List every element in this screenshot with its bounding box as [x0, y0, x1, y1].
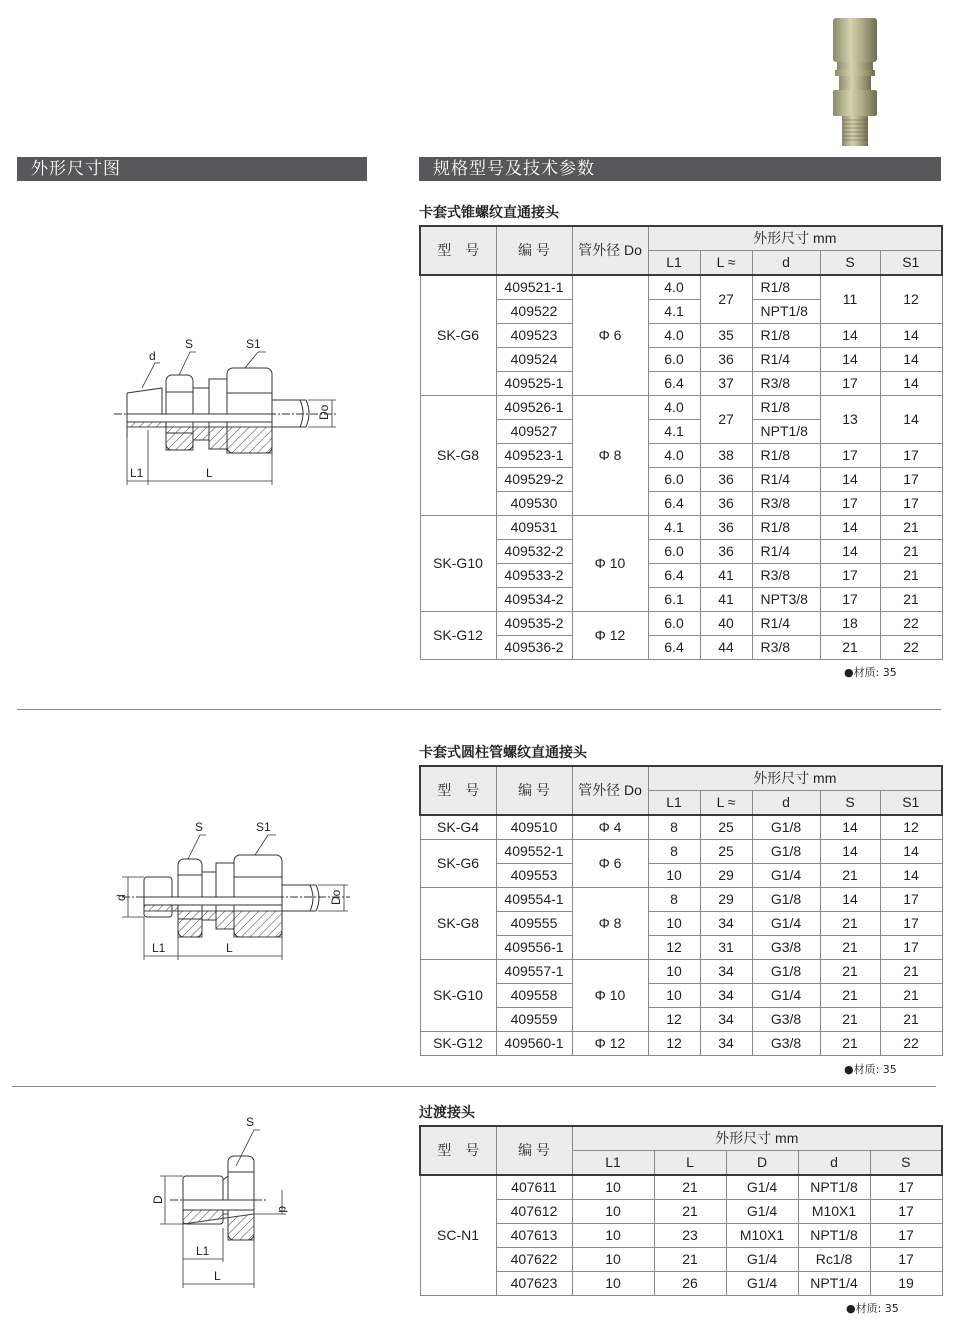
D-cell: G1/4 — [726, 1248, 798, 1272]
d-cell: G3/8 — [752, 1032, 820, 1056]
col-header-model: 型 号 — [420, 766, 496, 815]
table-row — [420, 1200, 942, 1224]
col-header-d: d — [752, 791, 820, 816]
code-cell: 409536-2 — [496, 636, 572, 660]
l1-cell: 4.1 — [648, 420, 700, 444]
label-l1: L1 — [152, 941, 166, 955]
s-cell: 17 — [820, 372, 880, 396]
code-cell: 409525-1 — [496, 372, 572, 396]
od-cell: Φ 8 — [572, 888, 648, 960]
d-cell: R3/8 — [752, 636, 820, 660]
code-cell: 407612 — [496, 1200, 572, 1224]
col-header-tube-od: 管外径 Do — [572, 226, 648, 275]
s-cell: 14 — [820, 324, 880, 348]
l-cell: 36 — [700, 540, 752, 564]
l-cell: 21 — [654, 1175, 726, 1200]
s-cell: 17 — [870, 1200, 942, 1224]
col-header-l1: L1 — [648, 791, 700, 816]
label-s1: S1 — [246, 337, 261, 351]
D-cell: G1/4 — [726, 1175, 798, 1200]
s-cell: 17 — [820, 444, 880, 468]
model-cell: SK-G10 — [420, 516, 496, 612]
l-cell: 34 — [700, 1008, 752, 1032]
s1-cell: 17 — [880, 444, 942, 468]
table-row — [420, 864, 942, 888]
l1-cell: 4.0 — [648, 444, 700, 468]
col-header-l: L — [654, 1151, 726, 1176]
l-cell: 35 — [700, 324, 752, 348]
col-header-l: L ≈ — [700, 251, 752, 276]
d-cell: R1/8 — [752, 275, 820, 300]
l1-cell: 4.1 — [648, 516, 700, 540]
material-note-2: ●材质: 35 — [844, 1063, 897, 1076]
d-cell: G3/8 — [752, 1008, 820, 1032]
col-header-s1: S1 — [880, 251, 942, 276]
code-cell: 409552-1 — [496, 840, 572, 864]
code-cell: 409560-1 — [496, 1032, 572, 1056]
col-header-model: 型 号 — [420, 226, 496, 275]
l-cell: 27 — [700, 396, 752, 444]
table-row — [420, 1175, 942, 1200]
s-cell: 21 — [820, 984, 880, 1008]
s-cell: 21 — [820, 636, 880, 660]
table-row — [420, 936, 942, 960]
model-cell: SK-G6 — [420, 275, 496, 396]
d-cell: NPT1/8 — [752, 420, 820, 444]
code-cell: 409556-1 — [496, 936, 572, 960]
s-cell: 21 — [820, 1032, 880, 1056]
table-row — [420, 348, 942, 372]
table-row — [420, 468, 942, 492]
od-cell: Φ 10 — [572, 960, 648, 1032]
d-cell: R1/8 — [752, 324, 820, 348]
d-cell: G3/8 — [752, 936, 820, 960]
s1-cell: 21 — [880, 588, 942, 612]
d-cell: R1/4 — [752, 540, 820, 564]
s1-cell: 22 — [880, 636, 942, 660]
d-cell: M10X1 — [798, 1200, 870, 1224]
s1-cell: 21 — [880, 516, 942, 540]
l-cell: 36 — [700, 492, 752, 516]
table-row — [420, 540, 942, 564]
code-cell: 409554-1 — [496, 888, 572, 912]
section-divider-1 — [17, 709, 941, 710]
l1-cell: 6.4 — [648, 492, 700, 516]
d-cell: R3/8 — [752, 372, 820, 396]
model-cell: SK-G6 — [420, 840, 496, 888]
table-row — [420, 912, 942, 936]
l-cell: 25 — [700, 815, 752, 840]
label-D: D — [151, 1195, 165, 1204]
d-cell: NPT1/4 — [798, 1272, 870, 1296]
l-cell: 44 — [700, 636, 752, 660]
model-cell: SK-G12 — [420, 612, 496, 660]
s1-cell: 21 — [880, 960, 942, 984]
s-cell: 14 — [820, 540, 880, 564]
s-cell: 19 — [870, 1272, 942, 1296]
table-row — [420, 984, 942, 1008]
drawing-parallel-thread-fitting — [100, 815, 360, 965]
l1-cell: 10 — [572, 1224, 654, 1248]
s1-cell: 21 — [880, 984, 942, 1008]
label-do: Do — [329, 889, 343, 905]
d-cell: R1/4 — [752, 348, 820, 372]
d-cell: R1/8 — [752, 444, 820, 468]
model-cell: SC-N1 — [420, 1175, 496, 1296]
d-cell: G1/8 — [752, 815, 820, 840]
table-row — [420, 612, 942, 636]
label-do: Do — [317, 404, 331, 420]
l1-cell: 6.4 — [648, 372, 700, 396]
model-cell: SK-G8 — [420, 396, 496, 516]
col-header-dimensions: 外形尺寸 mm — [648, 766, 942, 791]
s-cell: 14 — [820, 840, 880, 864]
l1-cell: 12 — [648, 1008, 700, 1032]
s1-cell: 14 — [880, 396, 942, 444]
l1-cell: 4.0 — [648, 324, 700, 348]
l-cell: 29 — [700, 864, 752, 888]
d-cell: R3/8 — [752, 492, 820, 516]
label-s1: S1 — [256, 820, 271, 834]
d-cell: G1/4 — [752, 984, 820, 1008]
l-cell: 36 — [700, 348, 752, 372]
table2-parallel-thread-fittings — [419, 765, 943, 1056]
col-header-s: S — [820, 251, 880, 276]
code-cell: 407623 — [496, 1272, 572, 1296]
section-divider-2 — [12, 1086, 936, 1087]
l1-cell: 4.1 — [648, 300, 700, 324]
code-cell: 409521-1 — [496, 275, 572, 300]
l1-cell: 6.0 — [648, 612, 700, 636]
s-cell: 13 — [820, 396, 880, 444]
d-cell: NPT1/8 — [752, 300, 820, 324]
d-cell: R3/8 — [752, 564, 820, 588]
s1-cell: 21 — [880, 564, 942, 588]
l-cell: 34 — [700, 912, 752, 936]
code-cell: 409532-2 — [496, 540, 572, 564]
table-row — [420, 492, 942, 516]
s1-cell: 12 — [880, 815, 942, 840]
s1-cell: 21 — [880, 1008, 942, 1032]
col-header-model: 型 号 — [420, 1126, 496, 1175]
d-cell: R1/8 — [752, 396, 820, 420]
section-header-dimension-drawing: 外形尺寸图 — [17, 157, 367, 181]
l1-cell: 10 — [648, 960, 700, 984]
col-header-D: D — [726, 1151, 798, 1176]
s1-cell: 14 — [880, 372, 942, 396]
table-row — [420, 888, 942, 912]
label-l: L — [214, 1269, 221, 1283]
code-cell: 409522 — [496, 300, 572, 324]
l-cell: 21 — [654, 1248, 726, 1272]
label-l: L — [226, 941, 233, 955]
table3-adapter-fittings — [419, 1125, 943, 1296]
section-header-specifications: 规格型号及技术参数 — [419, 157, 941, 181]
table-row — [420, 1008, 942, 1032]
col-header-d: d — [798, 1151, 870, 1176]
l1-cell: 6.4 — [648, 636, 700, 660]
s-cell: 14 — [820, 516, 880, 540]
d-cell: Rc1/8 — [798, 1248, 870, 1272]
l-cell: 40 — [700, 612, 752, 636]
code-cell: 409523-1 — [496, 444, 572, 468]
table2-title: 卡套式圆柱管螺纹直通接头 — [419, 745, 587, 761]
table-row — [420, 588, 942, 612]
l-cell: 34 — [700, 1032, 752, 1056]
code-cell: 409553 — [496, 864, 572, 888]
l-cell: 37 — [700, 372, 752, 396]
s-cell: 11 — [820, 275, 880, 324]
material-note-3: ●材质: 35 — [846, 1302, 899, 1315]
od-cell: Φ 12 — [572, 1032, 648, 1056]
code-cell: 407613 — [496, 1224, 572, 1248]
l1-cell: 10 — [648, 864, 700, 888]
l1-cell: 6.0 — [648, 468, 700, 492]
s-cell: 17 — [820, 588, 880, 612]
col-header-l: L ≈ — [700, 791, 752, 816]
d-cell: R1/8 — [752, 516, 820, 540]
code-cell: 409531 — [496, 516, 572, 540]
code-cell: 409533-2 — [496, 564, 572, 588]
code-cell: 409555 — [496, 912, 572, 936]
code-cell: 409557-1 — [496, 960, 572, 984]
s-cell: 17 — [870, 1248, 942, 1272]
l1-cell: 10 — [572, 1272, 654, 1296]
l-cell: 21 — [654, 1200, 726, 1224]
code-cell: 409529-2 — [496, 468, 572, 492]
D-cell: G1/4 — [726, 1200, 798, 1224]
l-cell: 23 — [654, 1224, 726, 1248]
d-cell: G1/4 — [752, 864, 820, 888]
col-header-l1: L1 — [572, 1151, 654, 1176]
code-cell: 409523 — [496, 324, 572, 348]
s-cell: 18 — [820, 612, 880, 636]
l1-cell: 4.0 — [648, 396, 700, 420]
code-cell: 409535-2 — [496, 612, 572, 636]
label-d: d — [149, 349, 156, 363]
material-note-1: ●材质: 35 — [844, 666, 897, 679]
col-header-dimensions: 外形尺寸 mm — [572, 1126, 942, 1151]
s1-cell: 21 — [880, 540, 942, 564]
table3-title: 过渡接头 — [419, 1105, 475, 1121]
l1-cell: 10 — [648, 984, 700, 1008]
l1-cell: 6.4 — [648, 564, 700, 588]
l-cell: 36 — [700, 516, 752, 540]
table-row — [420, 636, 942, 660]
l1-cell: 10 — [572, 1248, 654, 1272]
table-row — [420, 960, 942, 984]
s-cell: 21 — [820, 864, 880, 888]
col-header-code: 编 号 — [496, 766, 572, 815]
d-cell: NPT3/8 — [752, 588, 820, 612]
label-s: S — [195, 820, 204, 834]
d-cell: G1/8 — [752, 888, 820, 912]
s1-cell: 14 — [880, 348, 942, 372]
d-cell: G1/8 — [752, 840, 820, 864]
s1-cell: 22 — [880, 612, 942, 636]
l-cell: 41 — [700, 588, 752, 612]
l-cell: 29 — [700, 888, 752, 912]
s1-cell: 17 — [880, 912, 942, 936]
od-cell: Φ 12 — [572, 612, 648, 660]
table-row — [420, 564, 942, 588]
label-l1: L1 — [196, 1244, 210, 1258]
col-header-dimensions: 外形尺寸 mm — [648, 226, 942, 251]
s1-cell: 14 — [880, 864, 942, 888]
s-cell: 14 — [820, 815, 880, 840]
l1-cell: 12 — [648, 936, 700, 960]
s1-cell: 14 — [880, 840, 942, 864]
l1-cell: 10 — [572, 1175, 654, 1200]
l1-cell: 12 — [648, 1032, 700, 1056]
s-cell: 17 — [870, 1224, 942, 1248]
col-header-s: S — [870, 1151, 942, 1176]
l-cell: 34 — [700, 984, 752, 1008]
code-cell: 409534-2 — [496, 588, 572, 612]
straight-fitting-photo — [825, 14, 885, 149]
l1-cell: 10 — [648, 912, 700, 936]
col-header-d: d — [752, 251, 820, 276]
label-l: L — [206, 466, 213, 480]
s1-cell: 12 — [880, 275, 942, 324]
table-row — [420, 1272, 942, 1296]
drawing-taper-thread-fitting — [100, 330, 350, 490]
l-cell: 27 — [700, 275, 752, 324]
label-s: S — [185, 337, 194, 351]
od-cell: Φ 8 — [572, 396, 648, 516]
label-s: S — [246, 1115, 255, 1129]
s1-cell: 17 — [880, 468, 942, 492]
table-row — [420, 1224, 942, 1248]
code-cell: 409526-1 — [496, 396, 572, 420]
table-row — [420, 324, 942, 348]
s-cell: 17 — [820, 564, 880, 588]
model-cell: SK-G8 — [420, 888, 496, 960]
l-cell: 31 — [700, 936, 752, 960]
D-cell: M10X1 — [726, 1224, 798, 1248]
l1-cell: 8 — [648, 840, 700, 864]
l1-cell: 8 — [648, 815, 700, 840]
col-header-code: 编 号 — [496, 226, 572, 275]
l1-cell: 8 — [648, 888, 700, 912]
label-d: d — [276, 1206, 290, 1213]
col-header-s1: S1 — [880, 791, 942, 816]
col-header-l1: L1 — [648, 251, 700, 276]
od-cell: Φ 4 — [572, 815, 648, 840]
s-cell: 14 — [820, 468, 880, 492]
s-cell: 14 — [820, 888, 880, 912]
d-cell: G1/4 — [752, 912, 820, 936]
label-l1: L1 — [130, 466, 144, 480]
code-cell: 407622 — [496, 1248, 572, 1272]
table-row — [420, 815, 942, 840]
model-cell: SK-G10 — [420, 960, 496, 1032]
d-cell: NPT1/8 — [798, 1224, 870, 1248]
s-cell: 17 — [870, 1175, 942, 1200]
s-cell: 21 — [820, 912, 880, 936]
d-cell: NPT1/8 — [798, 1175, 870, 1200]
code-cell: 407611 — [496, 1175, 572, 1200]
l1-cell: 6.1 — [648, 588, 700, 612]
d-cell: R1/4 — [752, 468, 820, 492]
col-header-tube-od: 管外径 Do — [572, 766, 648, 815]
l-cell: 38 — [700, 444, 752, 468]
d-cell: G1/8 — [752, 960, 820, 984]
table1-taper-thread-fittings — [419, 225, 943, 660]
table-row — [420, 396, 942, 420]
s-cell: 21 — [820, 1008, 880, 1032]
s1-cell: 14 — [880, 324, 942, 348]
code-cell: 409530 — [496, 492, 572, 516]
l1-cell: 6.0 — [648, 348, 700, 372]
table-row — [420, 275, 942, 300]
D-cell: G1/4 — [726, 1272, 798, 1296]
od-cell: Φ 6 — [572, 275, 648, 396]
drawing-adapter-fitting — [140, 1110, 310, 1300]
col-header-code: 编 号 — [496, 1126, 572, 1175]
code-cell: 409510 — [496, 815, 572, 840]
code-cell: 409524 — [496, 348, 572, 372]
model-cell: SK-G12 — [420, 1032, 496, 1056]
l-cell: 34 — [700, 960, 752, 984]
s1-cell: 17 — [880, 888, 942, 912]
od-cell: Φ 6 — [572, 840, 648, 888]
d-cell: R1/4 — [752, 612, 820, 636]
l-cell: 36 — [700, 468, 752, 492]
l1-cell: 10 — [572, 1200, 654, 1224]
s-cell: 21 — [820, 936, 880, 960]
s-cell: 17 — [820, 492, 880, 516]
l-cell: 25 — [700, 840, 752, 864]
table-row — [420, 840, 942, 864]
col-header-s: S — [820, 791, 880, 816]
code-cell: 409558 — [496, 984, 572, 1008]
l1-cell: 4.0 — [648, 275, 700, 300]
code-cell: 409527 — [496, 420, 572, 444]
table1-title: 卡套式锥螺纹直通接头 — [419, 205, 559, 221]
table-row — [420, 444, 942, 468]
label-d: d — [114, 894, 128, 901]
s-cell: 14 — [820, 348, 880, 372]
s-cell: 21 — [820, 960, 880, 984]
table-row — [420, 1248, 942, 1272]
model-cell: SK-G4 — [420, 815, 496, 840]
l-cell: 41 — [700, 564, 752, 588]
l1-cell: 6.0 — [648, 540, 700, 564]
table-row — [420, 1032, 942, 1056]
s1-cell: 17 — [880, 936, 942, 960]
od-cell: Φ 10 — [572, 516, 648, 612]
s1-cell: 22 — [880, 1032, 942, 1056]
s1-cell: 17 — [880, 492, 942, 516]
table-row — [420, 372, 942, 396]
l-cell: 26 — [654, 1272, 726, 1296]
code-cell: 409559 — [496, 1008, 572, 1032]
table-row — [420, 516, 942, 540]
